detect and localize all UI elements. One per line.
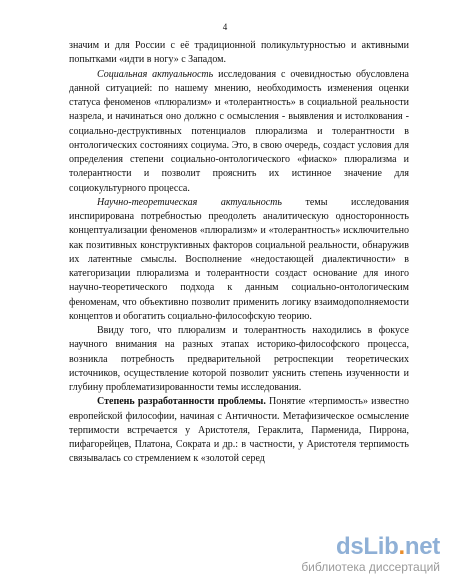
document-body xyxy=(69,39,409,467)
watermark-subtitle: библиотека диссертаций xyxy=(301,560,440,574)
watermark-brand-prefix: dsLib xyxy=(336,533,399,560)
term-social-relevance: Социальная актуальность xyxy=(97,68,214,80)
paragraph-development-degree xyxy=(69,395,409,466)
paragraph-2-text: исследования с очевидностью обусловлена данной ситуацией: по нашему мнению, необходимость изменения оценки статуса феноменов «плюрализм» и «толерантность» в социальной реальности назрела, и начинаться оно должно с осмысления - выявления и истолкования - социально-деструктивных потенциалов плюрализма и толерантности в онтологических состояниях социума. Это, в свою очередь, создаст условия для определения степени социально-онтологического «фиаско» плюрализма и толерантности и позволит прояснить их истинное значение для социокультурного процесса. xyxy=(69,68,409,194)
paragraph-3-text: темы исследования инспирирована потребностью преодолеть аналитическую односторонность концептуализации феноменов «плюрализм» и «толерантность» исключительно как позитивных конструктивных факторов социальной реальности, обнаружив их латентные смыслы. Восполнение «недостающей диалектичности» в категоризации плюрализма и толерантности создаст основание для иного научно-теоретического подхода к данным социально-онтологическим феноменам, что объективно позволит применить логику взаимодополняемости концептов и обогатить социально-философскую теорию. xyxy=(69,196,409,322)
watermark-brand-dot: . xyxy=(398,533,405,560)
paragraph-social-relevance xyxy=(69,68,409,196)
paragraph-1-text: значим и для России с её традиционной поликультурностью и активными попытками «идти в ногу» с Западом. xyxy=(69,40,409,66)
paragraph-1 xyxy=(69,39,409,68)
watermark-logo xyxy=(301,534,440,574)
paragraph-4 xyxy=(69,324,409,395)
watermark-brand xyxy=(301,534,440,560)
watermark-brand-suffix: net xyxy=(404,533,440,560)
paragraph-scientific-relevance xyxy=(69,196,409,324)
paragraph-4-text: Ввиду того, что плюрализм и толерантность находились в фокусе научного внимания на разных этапах историко-философского процесса, возникла потребность предварительной ретроспекции теоретических источников, осуществление которой позволит уяснить степень изученности и глубину проблематизированности темы исследования. xyxy=(69,325,409,393)
heading-development-degree: Степень разработанности проблемы. xyxy=(97,396,266,408)
term-scientific-relevance: Научно-теоретическая актуальность xyxy=(97,196,282,208)
paragraph-5-text: Понятие «терпимость» известно европейской философии, начиная с Античности. Метафизическое осмысление терпимости встречается у Аристотеля, Гераклита, Парменида, Пиррона, пифагорейцев, Платона, Сократа и др.: в частности, у Аристотеля терпимость связывалась со стремлением к «золотой серед xyxy=(69,396,409,465)
page-number: 4 xyxy=(222,22,228,32)
